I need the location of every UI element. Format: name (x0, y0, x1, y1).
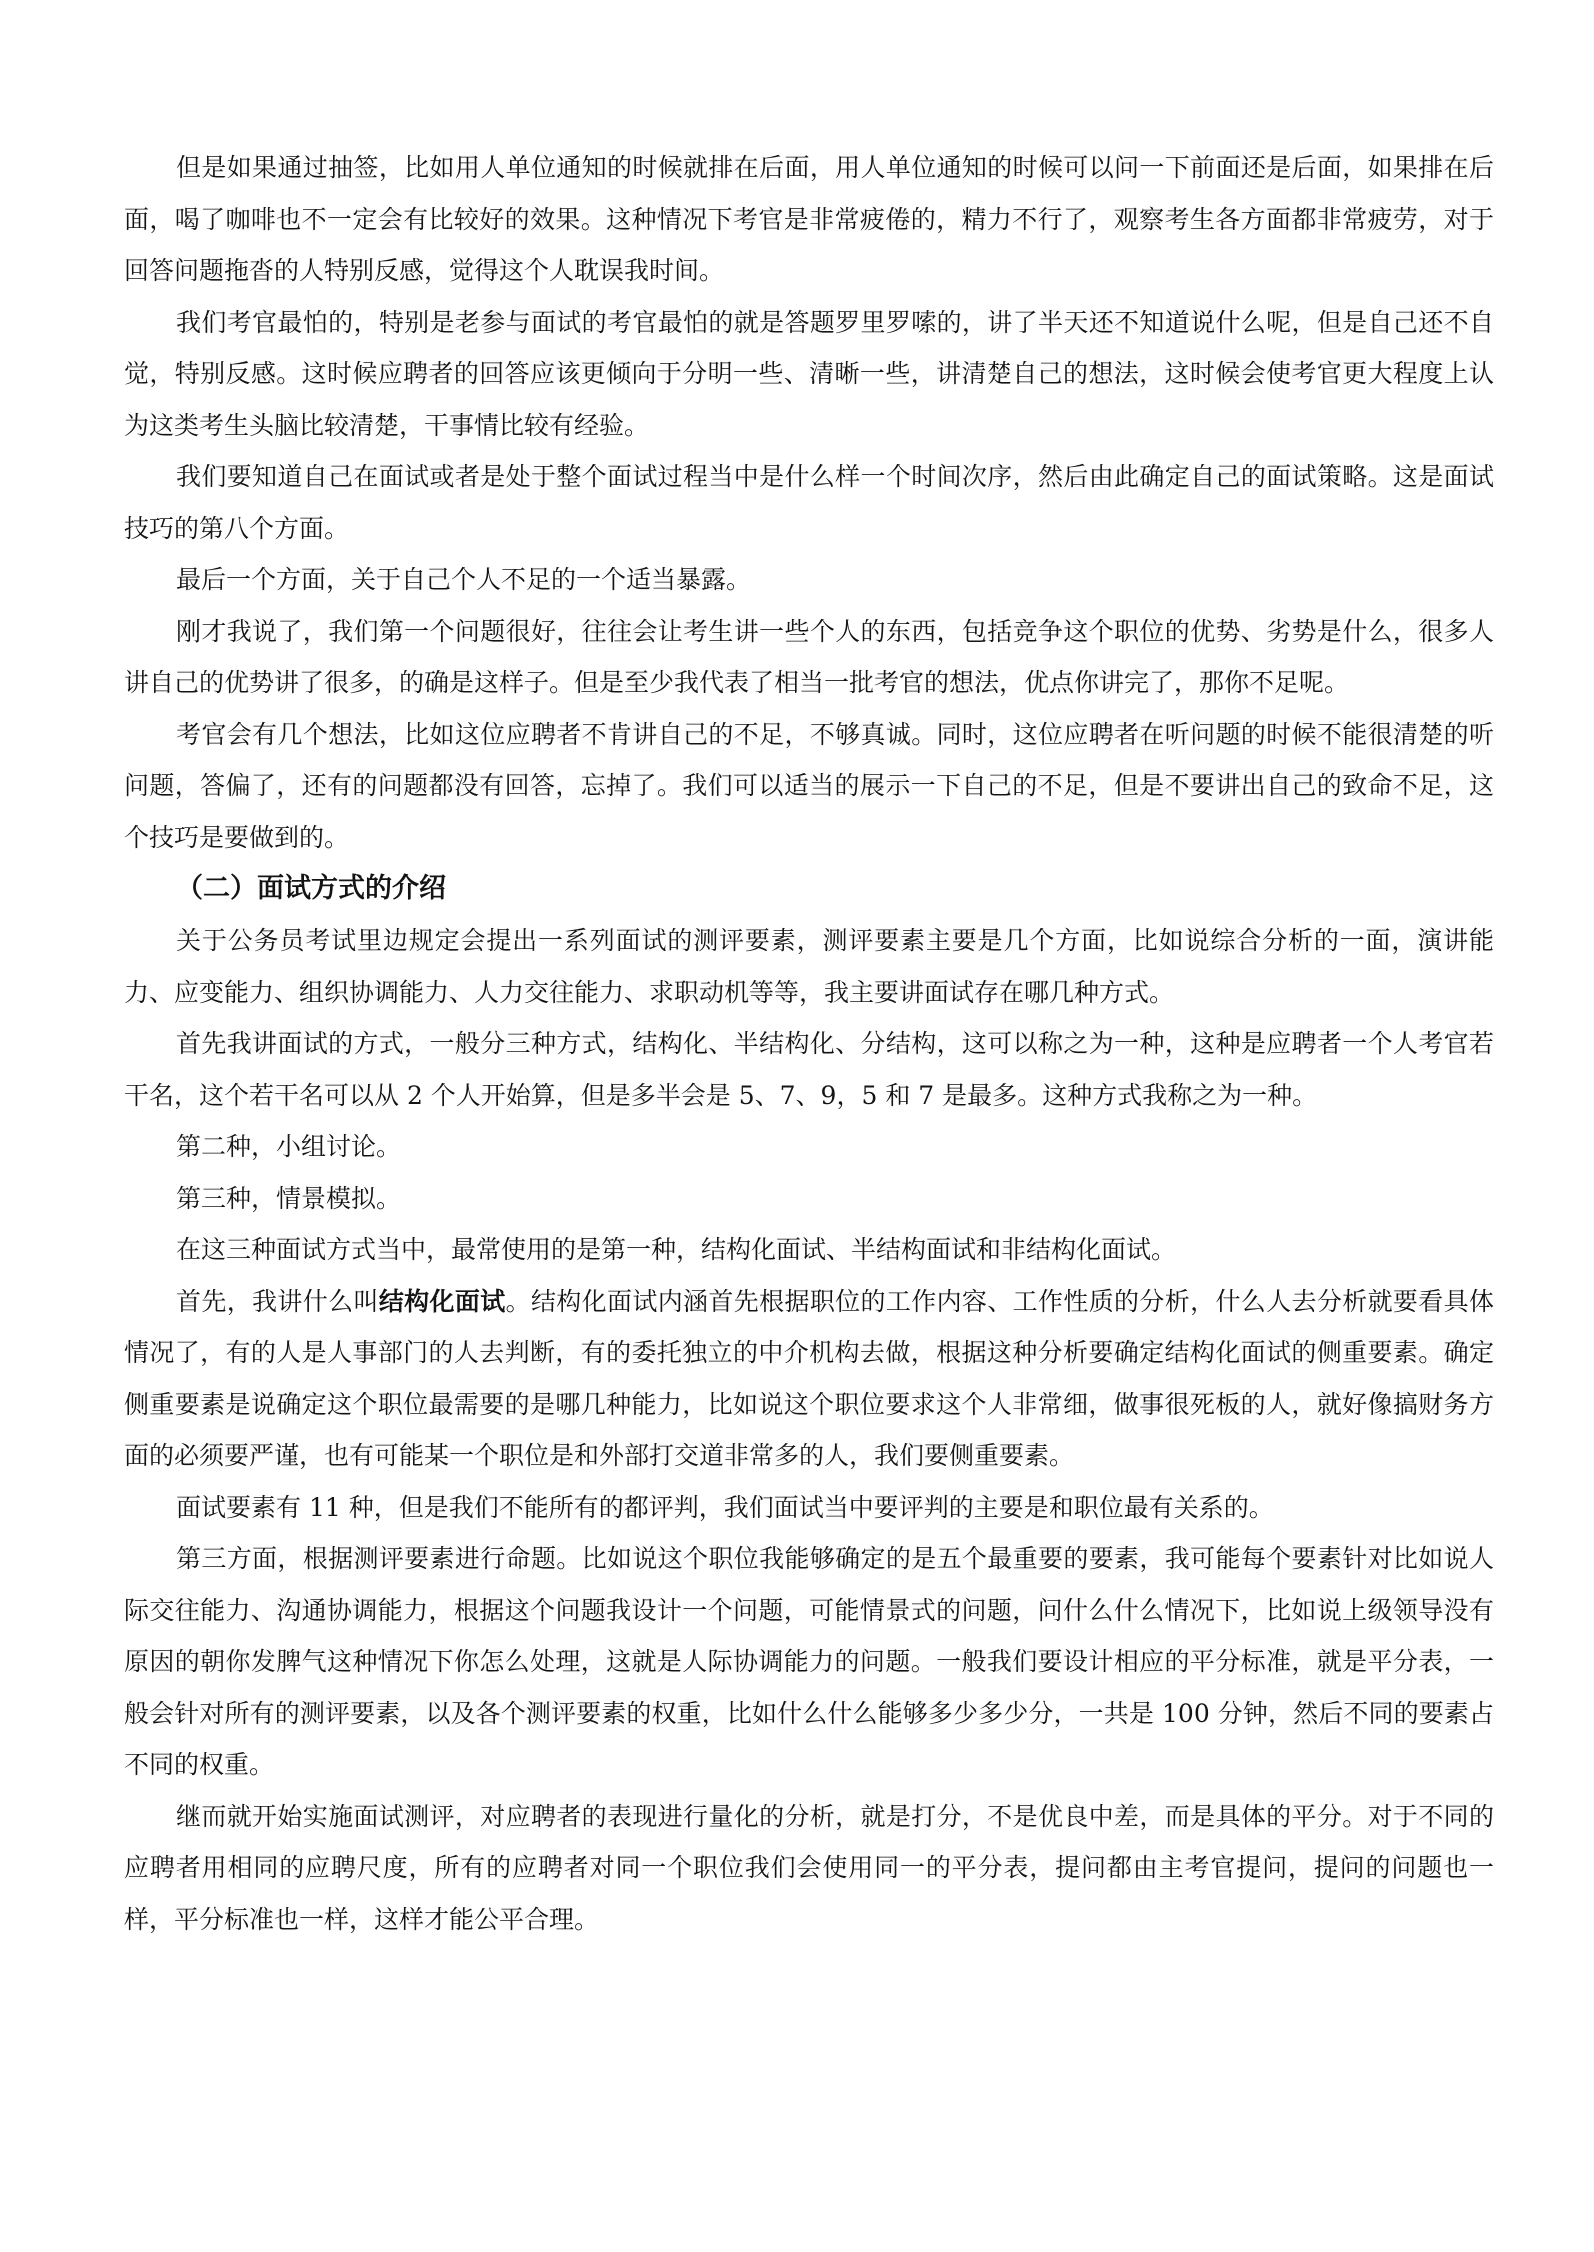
section-heading: （二）面试方式的介绍 (176, 873, 446, 904)
paragraph: 首先我讲面试的方式，一般分三种方式，结构化、半结构化、分结构，这可以称之为一种，这种是应聘者一个人考官若干名，这个若干名可以从 2 个人开始算，但是多半会是 5、7、9，5 和 7 是最多。这种方式我称之为一种。 (124, 1029, 1494, 1110)
paragraph: 最后一个方面，关于自己个人不足的一个适当暴露。 (176, 565, 752, 594)
paragraph: 面试要素有 11 种，但是我们不能所有的都评判，我们面试当中要评判的主要是和职位最有关系的。 (176, 1492, 1274, 1522)
paragraph: 刚才我说了，我们第一个问题很好，往往会让考生讲一些个人的东西，包括竞争这个职位的优势、劣势是什么，很多人讲自己的优势讲了很多，的确是这样子。但是至少我代表了相当一批考官的想法，优点你讲完了，那你不足呢。 (124, 616, 1494, 697)
paragraph: 考官会有几个想法，比如这位应聘者不肯讲自己的不足，不够真诚。同时，这位应聘者在听问题的时候不能很清楚的听问题，答偏了，还有的问题都没有回答，忘掉了。我们可以适当的展示一下自己的不足，但是不要讲出自己的致命不足，这个技巧是要做到的。 (124, 719, 1494, 852)
paragraph: 但是如果通过抽签，比如用人单位通知的时候就排在后面，用人单位通知的时候可以问一下前面还是后面，如果排在后面，喝了咖啡也不一定会有比较好的效果。这种情况下考官是非常疲倦的，精力不行了，观察考生各方面都非常疲劳，对于回答问题拖沓的人特别反感，觉得这个人耽误我时间。 (124, 153, 1494, 285)
paragraph: 第三方面，根据测评要素进行命题。比如说这个职位我能够确定的是五个最重要的要素，我可能每个要素针对比如说人际交往能力、沟通协调能力，根据这个问题我设计一个问题，可能情景式的问题，问什么什么情况下，比如说上级领导没有原因的朝你发脾气这种情况下你怎么处理，这就是人际协调能力的问题。一般我们要设计相应的平分标准，就是平分表，一般会针对所有的测评要素，以及各个测评要素的权重，比如什么什么能够多少多少分，一共是 100 分钟，然后不同的要素占不同的权重。 (124, 1544, 1494, 1779)
paragraph: 第三种，情景模拟。 (176, 1183, 402, 1213)
document-page (124, 142, 1494, 1945)
structured-interview-paragraph (124, 1276, 1494, 1482)
paragraph: 在这三种面试方式当中，最常使用的是第一种，结构化面试、半结构面试和非结构化面试。 (176, 1235, 1177, 1264)
paragraph-text: 。结构化面试内涵首先根据职位的工作内容、工作性质的分析，什么人去分析就要看具体情况了，有的人是人事部门的人去判断，有的委托独立的中介机构去做，根据这种分析要确定结构化面试的侧重要素。确定侧重要素是说确定这个职位最需要的是哪几种能力，比如说这个职位要求这个人非常细，做事很死板的人，就好像搞财务方面的必须要严谨，也有可能某一个职位是和外部打交道非常多的人，我们要侧重要素。 (124, 1286, 1494, 1470)
paragraph-text: 首先，我讲什么叫 (176, 1286, 379, 1316)
bold-term: 结构化面试 (378, 1286, 506, 1316)
paragraph: 我们要知道自己在面试或者是处于整个面试过程当中是什么样一个时间次序，然后由此确定自己的面试策略。这是面试技巧的第八个方面。 (124, 462, 1494, 543)
paragraph: 关于公务员考试里边规定会提出一系列面试的测评要素，测评要素主要是几个方面，比如说综合分析的一面，演讲能力、应变能力、组织协调能力、人力交往能力、求职动机等等，我主要讲面试存在哪几种方式。 (124, 926, 1494, 1007)
paragraph: 继而就开始实施面试测评，对应聘者的表现进行量化的分析，就是打分，不是优良中差，而是具体的平分。对于不同的应聘者用相同的应聘尺度，所有的应聘者对同一个职位我们会使用同一的平分表，提问都由主考官提问，提问的问题也一样，平分标准也一样，这样才能公平合理。 (124, 1801, 1494, 1934)
paragraph: 我们考官最怕的，特别是老参与面试的考官最怕的就是答题罗里罗嗦的，讲了半天还不知道说什么呢，但是自己还不自觉，特别反感。这时候应聘者的回答应该更倾向于分明一些、清晰一些，讲清楚自己的想法，这时候会使考官更大程度上认为这类考生头脑比较清楚，干事情比较有经验。 (124, 307, 1494, 440)
paragraph: 第二种，小组讨论。 (176, 1132, 402, 1161)
